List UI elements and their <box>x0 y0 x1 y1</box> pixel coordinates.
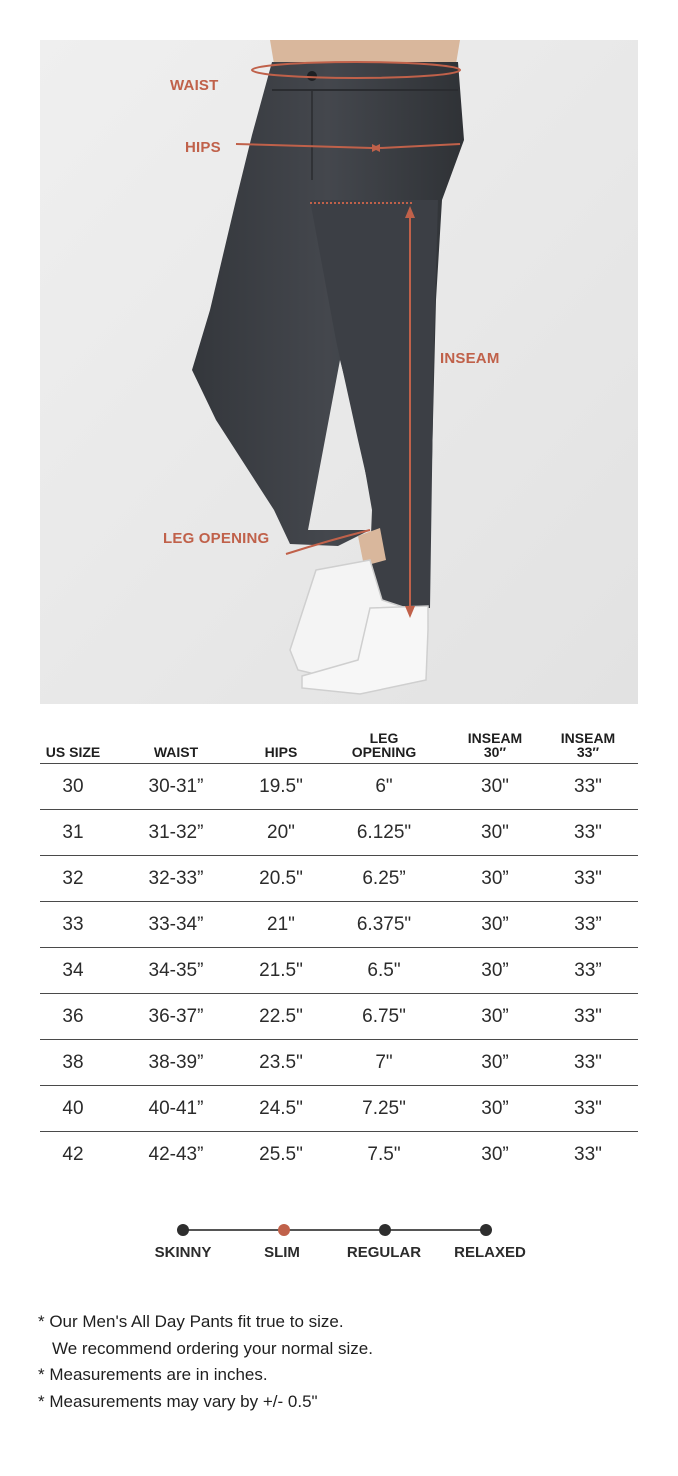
cell-waist: 36-37” <box>106 994 246 1040</box>
cell-us-size: 40 <box>40 1086 106 1132</box>
cell-waist: 30-31” <box>106 764 246 810</box>
cell-us-size: 32 <box>40 856 106 902</box>
note-line: We recommend ordering your normal size. <box>52 1338 373 1358</box>
col-header-leg-opening: LEG OPENING <box>316 722 452 764</box>
col-header-us-size: US SIZE <box>40 722 106 764</box>
cell-leg-opening: 7" <box>316 1040 452 1086</box>
cell-us-size: 38 <box>40 1040 106 1086</box>
fit-label-regular: REGULAR <box>346 1244 422 1261</box>
cell-inseam-33: 33" <box>574 1143 602 1165</box>
cell-us-size: 30 <box>40 764 106 810</box>
col-header-waist: WAIST <box>106 722 246 764</box>
torso <box>270 40 460 64</box>
fit-dot-slim <box>278 1224 290 1236</box>
cell-inseam-30: 30” <box>452 856 538 902</box>
table-row <box>40 810 638 856</box>
leg-opening-label: LEG OPENING <box>163 530 270 547</box>
cell-us-size: 34 <box>40 948 106 994</box>
cell-inseam-33: 33" <box>538 810 638 856</box>
cell-waist: 31-32” <box>106 810 246 856</box>
cell-inseam-33: 33" <box>538 856 638 902</box>
cell-hips: 23.5" <box>246 1040 316 1086</box>
fit-dot-relaxed <box>480 1224 492 1236</box>
cell-hips: 19.5" <box>246 764 316 810</box>
cell-us-size: 31 <box>40 810 106 856</box>
col-header-hips: HIPS <box>246 722 316 764</box>
cell-inseam-33: 33” <box>538 902 638 948</box>
cell-waist: 32-33” <box>106 856 246 902</box>
note-line: * Measurements may vary by +/- 0.5" <box>38 1391 318 1411</box>
fit-dot-skinny <box>177 1224 189 1236</box>
cell-waist: 33-34” <box>106 902 246 948</box>
table-row <box>40 902 638 948</box>
measurement-diagram <box>40 40 638 704</box>
cell-waist: 42-43” <box>148 1143 204 1165</box>
cell-us-size: 42 <box>62 1143 84 1165</box>
cell-inseam-33: 33" <box>538 764 638 810</box>
cell-hips: 21" <box>246 902 316 948</box>
size-chart-table <box>40 722 638 1177</box>
cell-inseam-33: 33" <box>538 994 638 1040</box>
table-row <box>40 1040 638 1086</box>
table-row <box>40 1132 638 1178</box>
cell-us-size: 36 <box>40 994 106 1040</box>
cell-waist: 40-41” <box>106 1086 246 1132</box>
cell-inseam-30: 30” <box>452 1086 538 1132</box>
waist-button <box>307 71 317 81</box>
note-line: * Our Men's All Day Pants fit true to size. <box>38 1312 344 1331</box>
col-header-inseam-33: INSEAM 33″ <box>538 722 638 764</box>
table-row <box>40 764 638 810</box>
table-row <box>40 994 638 1040</box>
cell-leg-opening: 6" <box>316 764 452 810</box>
inseam-label: INSEAM <box>440 350 500 367</box>
fit-dot-regular <box>379 1224 391 1236</box>
fit-notes <box>38 1309 638 1415</box>
table-row <box>40 948 638 994</box>
fit-label-slim: SLIM <box>264 1244 300 1261</box>
cell-inseam-30: 30" <box>452 764 538 810</box>
fit-label-skinny: SKINNY <box>154 1244 212 1261</box>
pants-illustration <box>40 40 638 704</box>
cell-inseam-30: 30” <box>452 948 538 994</box>
table-row <box>40 856 638 902</box>
cell-hips: 20" <box>246 810 316 856</box>
cell-waist: 38-39” <box>106 1040 246 1086</box>
cell-leg-opening: 6.125" <box>316 810 452 856</box>
cell-hips: 21.5" <box>246 948 316 994</box>
cell-inseam-30: 30” <box>452 994 538 1040</box>
cell-leg-opening: 6.75" <box>316 994 452 1040</box>
table-header-row <box>40 722 638 764</box>
fit-scale <box>150 1220 540 1270</box>
cell-inseam-33: 33" <box>538 1040 638 1086</box>
cell-leg-opening: 7.25" <box>316 1086 452 1132</box>
cell-hips: 25.5" <box>259 1143 303 1165</box>
cell-hips: 24.5" <box>246 1086 316 1132</box>
cell-leg-opening: 6.375" <box>316 902 452 948</box>
waist-label: WAIST <box>170 77 219 94</box>
cell-inseam-30: 30" <box>452 810 538 856</box>
cell-hips: 20.5" <box>246 856 316 902</box>
cell-waist: 34-35” <box>106 948 246 994</box>
table-row <box>40 1086 638 1132</box>
cell-leg-opening: 7.5" <box>367 1143 401 1165</box>
fit-scale-track <box>182 1229 486 1231</box>
col-header-inseam-30: INSEAM 30″ <box>452 722 538 764</box>
cell-inseam-30: 30” <box>452 1040 538 1086</box>
cell-leg-opening: 6.5" <box>316 948 452 994</box>
cell-hips: 22.5" <box>246 994 316 1040</box>
hips-label: HIPS <box>185 139 221 156</box>
note-line: * Measurements are in inches. <box>38 1365 268 1384</box>
cell-inseam-30: 30” <box>452 902 538 948</box>
cell-us-size: 33 <box>40 902 106 948</box>
fit-label-relaxed: RELAXED <box>454 1244 526 1261</box>
cell-inseam-30: 30” <box>481 1143 509 1165</box>
cell-inseam-33: 33" <box>538 1086 638 1132</box>
cell-inseam-33: 33” <box>538 948 638 994</box>
cell-leg-opening: 6.25” <box>316 856 452 902</box>
